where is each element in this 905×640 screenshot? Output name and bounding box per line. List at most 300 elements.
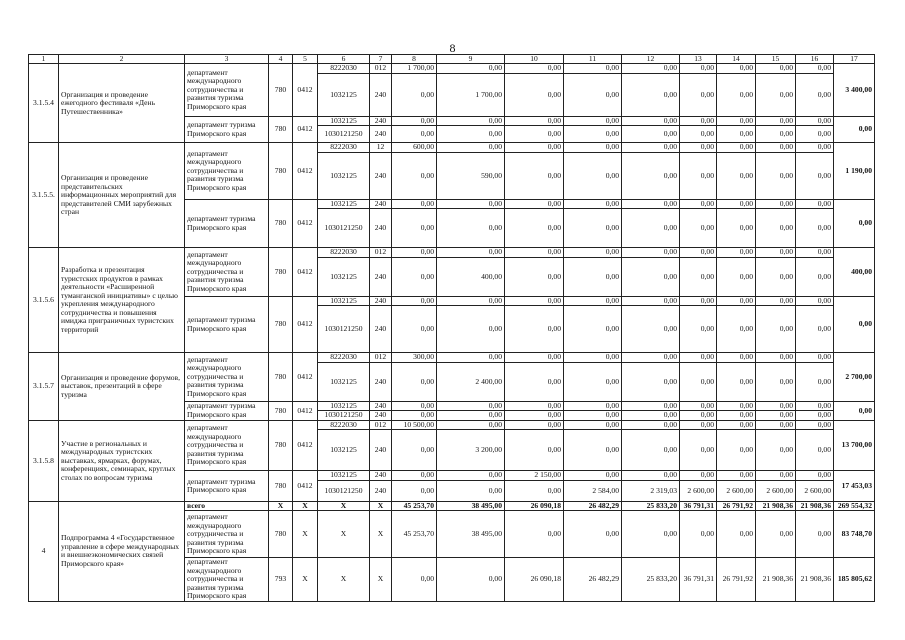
- year-value: 0,00: [622, 248, 680, 258]
- year-value: 2 600,00: [717, 480, 756, 501]
- rz-code: 0412: [293, 116, 318, 143]
- column-number: 6: [318, 55, 370, 64]
- year-value: 2 584,00: [564, 480, 622, 501]
- year-value: 0,00: [717, 411, 756, 421]
- vr-code: 240: [370, 296, 392, 306]
- year-value: 0,00: [564, 64, 622, 74]
- year-value: 26 791,92: [717, 501, 756, 511]
- year-value: 0,00: [622, 471, 680, 481]
- department: департамент международного сотрудничества и развития туризма Приморского края: [185, 248, 269, 297]
- year-value: 0,00: [505, 411, 564, 421]
- year-value: 0,00: [505, 420, 564, 430]
- table-row: [29, 501, 875, 511]
- vr-code: 240: [370, 480, 392, 501]
- vr-code: 240: [370, 411, 392, 421]
- csr-code: 1032125: [318, 296, 370, 306]
- year-value: 1 700,00: [437, 73, 505, 116]
- column-number: 15: [756, 55, 796, 64]
- year-value: 0,00: [437, 126, 505, 143]
- year-value: 0,00: [717, 353, 756, 363]
- year-value: 45 253,70: [392, 501, 437, 511]
- year-value: 0,00: [796, 411, 834, 421]
- year-value: 0,00: [437, 558, 505, 602]
- year-value: 0,00: [796, 257, 834, 296]
- year-value: 0,00: [505, 430, 564, 471]
- year-value: 0,00: [717, 420, 756, 430]
- vr-code: 240: [370, 471, 392, 481]
- year-value: 0,00: [756, 257, 796, 296]
- item-number: 3.1.5.5.: [29, 143, 59, 248]
- year-value: 0,00: [564, 248, 622, 258]
- year-value: 0,00: [392, 471, 437, 481]
- year-value: 400,00: [437, 257, 505, 296]
- year-value: 21 908,36: [756, 558, 796, 602]
- year-value: 0,00: [756, 64, 796, 74]
- grbs-code: 780: [269, 248, 293, 297]
- year-value: 0,00: [756, 401, 796, 411]
- year-value: 0,00: [437, 199, 505, 209]
- column-number: 7: [370, 55, 392, 64]
- year-value: 0,00: [505, 143, 564, 153]
- year-value: 0,00: [505, 511, 564, 558]
- csr-code: 8222030: [318, 143, 370, 153]
- department: департамент международного сотрудничества и развития туризма Приморского края: [185, 143, 269, 200]
- year-value: 0,00: [392, 306, 437, 353]
- year-value: 0,00: [796, 511, 834, 558]
- year-value: 0,00: [680, 353, 717, 363]
- department: департамент международного сотрудничества и развития туризма Приморского края: [185, 511, 269, 558]
- rz-code: 0412: [293, 401, 318, 420]
- rz-code: 0412: [293, 199, 318, 248]
- item-name: Организация и проведение форумов, выставок, презентаций в сфере туризма: [59, 353, 185, 421]
- item-number: 3.1.5.8: [29, 420, 59, 501]
- year-value: 0,00: [505, 126, 564, 143]
- csr-code: 1030121250: [318, 480, 370, 501]
- year-value: 0,00: [680, 248, 717, 258]
- year-value: 0,00: [680, 362, 717, 401]
- column-number: 8: [392, 55, 437, 64]
- year-value: 36 791,31: [680, 501, 717, 511]
- year-value: 0,00: [564, 209, 622, 248]
- year-value: 26 482,29: [564, 558, 622, 602]
- grbs-code: 780: [269, 116, 293, 143]
- table-row: [29, 248, 875, 258]
- year-value: 0,00: [564, 306, 622, 353]
- year-value: 0,00: [717, 362, 756, 401]
- csr-code: 1032125: [318, 199, 370, 209]
- item-name: Организация и проведение ежегодного фестиваля «День Путешественника»: [59, 64, 185, 143]
- year-value: 0,00: [622, 306, 680, 353]
- year-value: 0,00: [622, 511, 680, 558]
- year-value: 0,00: [564, 362, 622, 401]
- year-value: 0,00: [680, 401, 717, 411]
- year-value: 0,00: [796, 199, 834, 209]
- year-value: 0,00: [392, 126, 437, 143]
- year-value: 0,00: [796, 420, 834, 430]
- csr-code: 8222030: [318, 420, 370, 430]
- row-total: 400,00: [834, 248, 875, 297]
- department: департамент туризма Приморского края: [185, 199, 269, 248]
- year-value: 590,00: [437, 152, 505, 199]
- year-value: 0,00: [437, 64, 505, 74]
- year-value: 600,00: [392, 143, 437, 153]
- year-value: 300,00: [392, 353, 437, 363]
- x-mark: X: [293, 558, 318, 602]
- year-value: 2 600,00: [680, 480, 717, 501]
- year-value: 0,00: [622, 73, 680, 116]
- row-total: 0,00: [834, 199, 875, 248]
- year-value: 0,00: [622, 420, 680, 430]
- department: департамент туризма Приморского края: [185, 296, 269, 353]
- vsego-label: всего: [185, 501, 269, 511]
- vr-code: 240: [370, 73, 392, 116]
- year-value: 0,00: [680, 430, 717, 471]
- item-name: Разработка и презентация туристских продуктов в рамках деятельности «Расширенной туманганской инициативы» с целью укрепления международного сотрудничества и повышения имиджа приграничных туристских территорий: [59, 248, 185, 353]
- grbs-code: 780: [269, 401, 293, 420]
- year-value: 0,00: [756, 420, 796, 430]
- year-value: 0,00: [756, 209, 796, 248]
- column-number: 1: [29, 55, 59, 64]
- vr-code: 240: [370, 152, 392, 199]
- row-total: 0,00: [834, 296, 875, 353]
- row-total: 269 554,32: [834, 501, 875, 511]
- year-value: 0,00: [756, 296, 796, 306]
- year-value: 0,00: [392, 248, 437, 258]
- year-value: 26 791,92: [717, 558, 756, 602]
- csr-code: 8222030: [318, 64, 370, 74]
- year-value: 0,00: [756, 471, 796, 481]
- year-value: 0,00: [437, 296, 505, 306]
- year-value: 0,00: [505, 64, 564, 74]
- year-value: 0,00: [564, 401, 622, 411]
- page-number: 8: [449, 41, 456, 55]
- rz-code: 0412: [293, 420, 318, 471]
- year-value: 0,00: [756, 73, 796, 116]
- year-value: 0,00: [622, 64, 680, 74]
- year-value: 0,00: [717, 152, 756, 199]
- column-number: 13: [680, 55, 717, 64]
- year-value: 0,00: [717, 73, 756, 116]
- year-value: 0,00: [717, 296, 756, 306]
- year-value: 0,00: [622, 257, 680, 296]
- item-number: 4: [29, 501, 59, 601]
- rz-code: 0412: [293, 64, 318, 117]
- csr-code: 8222030: [318, 353, 370, 363]
- vr-code: 012: [370, 420, 392, 430]
- csr-code: 1030121250: [318, 411, 370, 421]
- csr-code: 1030121250: [318, 306, 370, 353]
- x-mark: X: [318, 558, 370, 602]
- year-value: 0,00: [392, 73, 437, 116]
- x-mark: X: [318, 501, 370, 511]
- row-total: 83 748,70: [834, 511, 875, 558]
- year-value: 0,00: [392, 362, 437, 401]
- year-value: 0,00: [622, 143, 680, 153]
- vr-code: 240: [370, 257, 392, 296]
- rz-code: 0412: [293, 143, 318, 200]
- year-value: 0,00: [564, 296, 622, 306]
- year-value: 2 400,00: [437, 362, 505, 401]
- grbs-code: 780: [269, 353, 293, 402]
- year-value: 0,00: [680, 411, 717, 421]
- year-value: 0,00: [622, 209, 680, 248]
- year-value: 38 495,00: [437, 501, 505, 511]
- column-number: 14: [717, 55, 756, 64]
- year-value: 0,00: [437, 420, 505, 430]
- vr-code: 240: [370, 209, 392, 248]
- year-value: 0,00: [392, 411, 437, 421]
- year-value: 0,00: [392, 199, 437, 209]
- year-value: 0,00: [622, 126, 680, 143]
- item-number: 3.1.5.4: [29, 64, 59, 143]
- year-value: 0,00: [756, 152, 796, 199]
- year-value: 0,00: [796, 306, 834, 353]
- column-number: 3: [185, 55, 269, 64]
- table-row: [29, 420, 875, 430]
- year-value: 0,00: [717, 116, 756, 126]
- table-row: [29, 143, 875, 153]
- year-value: 0,00: [680, 73, 717, 116]
- year-value: 0,00: [622, 362, 680, 401]
- year-value: 0,00: [437, 471, 505, 481]
- year-value: 0,00: [564, 116, 622, 126]
- row-total: 17 453,03: [834, 471, 875, 502]
- year-value: 0,00: [564, 199, 622, 209]
- year-value: 0,00: [564, 126, 622, 143]
- csr-code: 1032125: [318, 430, 370, 471]
- year-value: 0,00: [437, 209, 505, 248]
- year-value: 0,00: [505, 152, 564, 199]
- year-value: 0,00: [437, 248, 505, 258]
- year-value: 0,00: [680, 116, 717, 126]
- year-value: 0,00: [680, 152, 717, 199]
- department: департамент туризма Приморского края: [185, 401, 269, 420]
- year-value: 21 908,36: [756, 501, 796, 511]
- item-name: Участие в региональных и международных туристских выставках, ярмарках, форумах, конференциях, семинарах, круглых столах по вопросам туризма: [59, 420, 185, 501]
- year-value: 0,00: [717, 511, 756, 558]
- year-value: 0,00: [796, 401, 834, 411]
- year-value: 0,00: [756, 306, 796, 353]
- year-value: 0,00: [437, 480, 505, 501]
- year-value: 2 600,00: [796, 480, 834, 501]
- grbs-code: 793: [269, 558, 293, 602]
- year-value: 0,00: [392, 430, 437, 471]
- year-value: 0,00: [756, 511, 796, 558]
- year-value: 0,00: [796, 152, 834, 199]
- column-number: 5: [293, 55, 318, 64]
- department: департамент международного сотрудничества и развития туризма Приморского края: [185, 420, 269, 471]
- year-value: 36 791,31: [680, 558, 717, 602]
- year-value: 2 150,00: [505, 471, 564, 481]
- column-number: 10: [505, 55, 564, 64]
- year-value: 0,00: [717, 64, 756, 74]
- year-value: 0,00: [756, 116, 796, 126]
- year-value: 25 833,20: [622, 501, 680, 511]
- year-value: 0,00: [796, 64, 834, 74]
- year-value: 0,00: [796, 353, 834, 363]
- year-value: 0,00: [392, 257, 437, 296]
- year-value: 25 833,20: [622, 558, 680, 602]
- year-value: 0,00: [437, 143, 505, 153]
- year-value: 0,00: [622, 296, 680, 306]
- grbs-code: 780: [269, 471, 293, 502]
- vr-code: 240: [370, 401, 392, 411]
- department: департамент туризма Приморского края: [185, 116, 269, 143]
- csr-code: 1030121250: [318, 209, 370, 248]
- budget-table: [28, 54, 875, 602]
- row-total: 185 805,62: [834, 558, 875, 602]
- year-value: 0,00: [717, 248, 756, 258]
- year-value: 0,00: [564, 257, 622, 296]
- year-value: 0,00: [796, 209, 834, 248]
- csr-code: 1032125: [318, 362, 370, 401]
- vr-code: 012: [370, 248, 392, 258]
- year-value: 21 908,36: [796, 558, 834, 602]
- year-value: 0,00: [505, 199, 564, 209]
- year-value: 0,00: [622, 199, 680, 209]
- year-value: 0,00: [680, 64, 717, 74]
- year-value: 0,00: [392, 480, 437, 501]
- vr-code: 12: [370, 143, 392, 153]
- csr-code: 1032125: [318, 152, 370, 199]
- item-name: Организация и проведение представительских информационных мероприятий для представителей СМИ зарубежных стран: [59, 143, 185, 248]
- row-total: 2 700,00: [834, 353, 875, 402]
- year-value: 0,00: [680, 143, 717, 153]
- row-total: 0,00: [834, 116, 875, 143]
- vr-code: 240: [370, 199, 392, 209]
- year-value: 1 700,00: [392, 64, 437, 74]
- year-value: 0,00: [564, 152, 622, 199]
- year-value: 0,00: [717, 143, 756, 153]
- column-number: 17: [834, 55, 875, 64]
- year-value: 0,00: [622, 401, 680, 411]
- rz-code: 0412: [293, 296, 318, 353]
- table-row: [29, 353, 875, 363]
- vr-code: 012: [370, 353, 392, 363]
- row-total: 0,00: [834, 401, 875, 420]
- year-value: 0,00: [505, 209, 564, 248]
- year-value: 0,00: [564, 511, 622, 558]
- year-value: 0,00: [680, 257, 717, 296]
- year-value: 0,00: [717, 471, 756, 481]
- vr-code: 012: [370, 64, 392, 74]
- year-value: 0,00: [796, 126, 834, 143]
- row-total: 3 400,00: [834, 64, 875, 117]
- year-value: 0,00: [505, 73, 564, 116]
- column-number: 16: [796, 55, 834, 64]
- year-value: 38 495,00: [437, 511, 505, 558]
- year-value: 0,00: [622, 152, 680, 199]
- grbs-code: 780: [269, 199, 293, 248]
- year-value: 0,00: [437, 411, 505, 421]
- year-value: 0,00: [756, 199, 796, 209]
- vr-code: 240: [370, 362, 392, 401]
- department: департамент международного сотрудничества и развития туризма Приморского края: [185, 64, 269, 117]
- year-value: 21 908,36: [796, 501, 834, 511]
- column-numbers-row: [29, 55, 875, 64]
- item-name: Подпрограмма 4 «Государственное управление в сфере международных и внешнеэкономических связей Приморского края»: [59, 501, 185, 601]
- year-value: 0,00: [717, 126, 756, 143]
- column-number: 11: [564, 55, 622, 64]
- year-value: 0,00: [680, 471, 717, 481]
- year-value: 0,00: [564, 471, 622, 481]
- year-value: 0,00: [680, 296, 717, 306]
- year-value: 0,00: [717, 306, 756, 353]
- year-value: 0,00: [717, 257, 756, 296]
- year-value: 0,00: [756, 248, 796, 258]
- csr-code: 8222030: [318, 248, 370, 258]
- x-mark: X: [269, 501, 293, 511]
- year-value: 0,00: [796, 248, 834, 258]
- year-value: 0,00: [505, 306, 564, 353]
- grbs-code: 780: [269, 143, 293, 200]
- rz-code: 0412: [293, 471, 318, 502]
- year-value: 0,00: [796, 471, 834, 481]
- csr-code: 1032125: [318, 73, 370, 116]
- csr-code: 1032125: [318, 257, 370, 296]
- year-value: 0,00: [392, 209, 437, 248]
- grbs-code: 780: [269, 296, 293, 353]
- year-value: 0,00: [622, 430, 680, 471]
- year-value: 10 500,00: [392, 420, 437, 430]
- vr-code: 240: [370, 306, 392, 353]
- year-value: 2 600,00: [756, 480, 796, 501]
- year-value: 0,00: [392, 401, 437, 411]
- year-value: 0,00: [437, 306, 505, 353]
- year-value: 0,00: [505, 480, 564, 501]
- year-value: 0,00: [717, 401, 756, 411]
- rz-code: 0412: [293, 353, 318, 402]
- year-value: 0,00: [756, 126, 796, 143]
- year-value: 0,00: [756, 362, 796, 401]
- x-mark: X: [293, 511, 318, 558]
- year-value: 0,00: [564, 430, 622, 471]
- year-value: 0,00: [392, 558, 437, 602]
- year-value: 0,00: [437, 401, 505, 411]
- x-mark: X: [370, 558, 392, 602]
- column-number: 2: [59, 55, 185, 64]
- year-value: 0,00: [505, 401, 564, 411]
- table-row: [29, 64, 875, 74]
- year-value: 0,00: [505, 257, 564, 296]
- year-value: 26 482,29: [564, 501, 622, 511]
- year-value: 0,00: [564, 143, 622, 153]
- row-total: 13 700,00: [834, 420, 875, 471]
- year-value: 0,00: [717, 430, 756, 471]
- year-value: 0,00: [796, 143, 834, 153]
- year-value: 2 319,03: [622, 480, 680, 501]
- year-value: 0,00: [680, 199, 717, 209]
- year-value: 0,00: [505, 116, 564, 126]
- year-value: 0,00: [392, 152, 437, 199]
- year-value: 0,00: [622, 411, 680, 421]
- rz-code: 0412: [293, 248, 318, 297]
- year-value: 0,00: [680, 420, 717, 430]
- row-total: 1 190,00: [834, 143, 875, 200]
- year-value: 0,00: [437, 353, 505, 363]
- department: департамент международного сотрудничества и развития туризма Приморского края: [185, 558, 269, 602]
- department: департамент туризма Приморского края: [185, 471, 269, 502]
- year-value: 0,00: [622, 353, 680, 363]
- year-value: 0,00: [505, 353, 564, 363]
- year-value: 0,00: [564, 353, 622, 363]
- year-value: 0,00: [564, 420, 622, 430]
- vr-code: 240: [370, 116, 392, 126]
- year-value: 0,00: [756, 430, 796, 471]
- csr-code: 1030121250: [318, 126, 370, 143]
- item-number: 3.1.5.6: [29, 248, 59, 353]
- year-value: 0,00: [756, 411, 796, 421]
